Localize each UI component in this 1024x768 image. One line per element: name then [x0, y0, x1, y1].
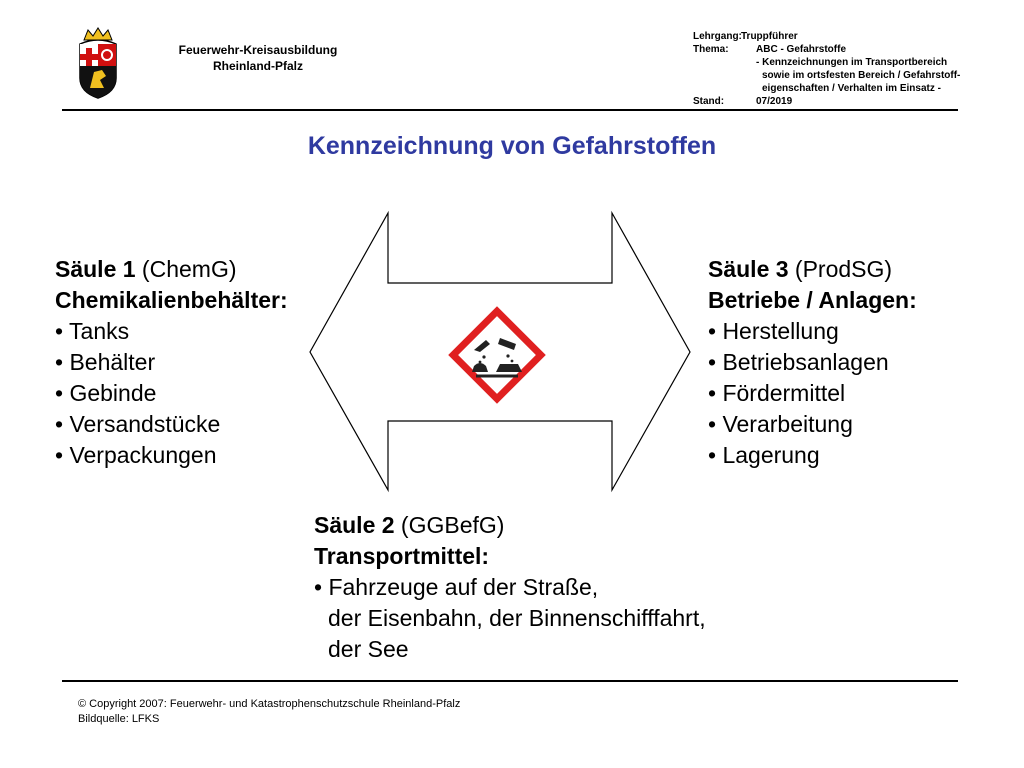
- thema-line-4: eigenschaften / Verhalten im Einsatz -: [762, 83, 941, 94]
- list-item-continuation: der See: [328, 636, 409, 662]
- list-item: • Tanks: [55, 318, 130, 344]
- pillar-3-law: (ProdSG): [788, 256, 893, 282]
- pillar-1-law: (ChemG): [135, 256, 237, 282]
- list-item: • Fahrzeuge auf der Straße,: [314, 574, 599, 600]
- list-item: • Lagerung: [708, 442, 820, 468]
- list-item: • Verpackungen: [55, 442, 217, 468]
- organization-line-1: Feuerwehr-Kreisausbildung: [178, 43, 338, 57]
- pillar-3-label: Säule 3: [708, 256, 789, 282]
- list-item: • Gebinde: [55, 380, 157, 406]
- image-source-text: Bildquelle: LFKS: [78, 713, 160, 725]
- pillar-2-subtitle: Transportmittel:: [314, 543, 490, 569]
- list-item: • Behälter: [55, 349, 156, 375]
- list-item: • Verarbeitung: [708, 411, 853, 437]
- copyright-text: © Copyright 2007: Feuerwehr- und Katastrophenschutzschule Rheinland-Pfalz: [78, 698, 461, 710]
- lehrgang-label: Lehrgang:: [693, 31, 742, 42]
- thema-label: Thema:: [693, 44, 729, 55]
- pillar-2-law: (GGBefG): [394, 512, 505, 538]
- list-item: • Versandstücke: [55, 411, 221, 437]
- organization-line-2: Rheinland-Pfalz: [212, 59, 303, 73]
- pillar-1-subtitle: Chemikalienbehälter:: [55, 287, 288, 313]
- page-title: Kennzeichnung von Gefahrstoffen: [307, 132, 717, 160]
- pillar-2-label: Säule 2: [314, 512, 395, 538]
- footer: [78, 697, 460, 727]
- stand-value: 07/2019: [756, 96, 793, 107]
- stand-label: Stand:: [693, 96, 725, 107]
- pillar-1-label: Säule 1: [55, 256, 136, 282]
- footer-divider: [62, 680, 958, 682]
- pillar-3-subtitle: Betriebe / Anlagen:: [708, 287, 917, 313]
- list-item: • Betriebsanlagen: [708, 349, 889, 375]
- list-item: • Herstellung: [708, 318, 839, 344]
- list-item: • Fördermittel: [708, 380, 846, 406]
- pillar-1: [55, 254, 288, 471]
- thema-line-3: sowie im ortsfesten Bereich / Gefahrstoff-: [762, 70, 961, 81]
- ghs-corrosive-pictogram-icon: [453, 311, 541, 399]
- thema-line-1: ABC - Gefahrstoffe: [756, 44, 847, 55]
- list-item-continuation: der Eisenbahn, der Binnenschifffahrt,: [328, 605, 706, 631]
- thema-line-2: - Kennzeichnungen im Transportbereich: [756, 57, 948, 68]
- lehrgang-value: Truppführer: [741, 31, 798, 42]
- pillar-3: [708, 254, 917, 471]
- pillar-2: [314, 510, 706, 665]
